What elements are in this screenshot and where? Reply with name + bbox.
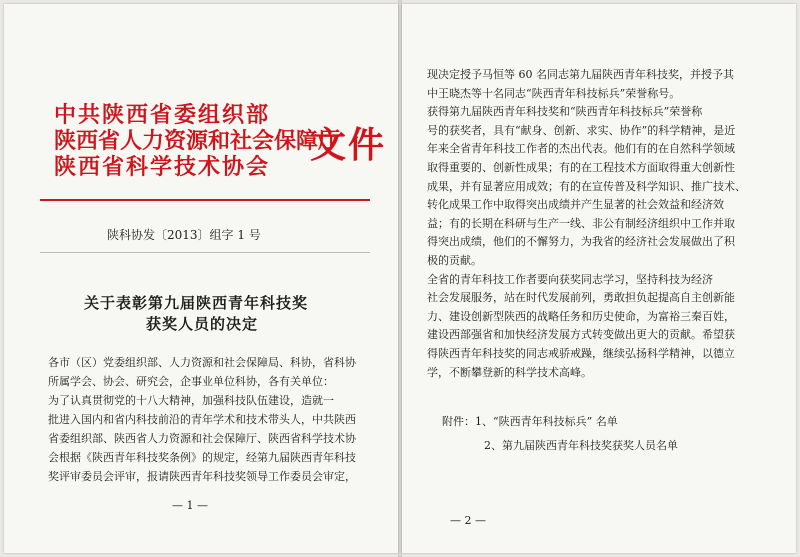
text-line: 益；有的长期在科研与生产一线、非公有制经济组织中工作并取 [427, 216, 735, 230]
text-line: 中王晓杰等十名同志“陕西青年科技标兵”荣誉称号。 [427, 86, 681, 100]
attachment-line-2: 2、第九届陕西青年科技奖获奖人员名单 [484, 439, 678, 452]
issuer-line-1: 中共陕西省委组织部 [54, 102, 271, 128]
body-text [427, 66, 746, 382]
text-line: 获得第九届陕西青年科技奖和“陕西青年科技标兵”荣誉称 [427, 105, 703, 119]
text-line: 年来全省青年科技工作者的杰出代表。他们有的在自然科学领域 [427, 142, 735, 156]
text-line: 学，不断攀登新的科学技术高峰。 [427, 365, 592, 379]
text-line: 取得重要的、创新性成果；有的在工程技术方面取得重大创新性 [427, 160, 735, 174]
text-line: 所属学会、协会、研究会，企事业单位科协，各有关单位： [48, 375, 334, 388]
text-line: 为了认真贯彻党的十八大精神，加强科技队伍建设，造就一 [48, 394, 334, 407]
text-line: 建设西部强省和加快经济发展方式转变做出更大的贡献。希望获 [427, 328, 735, 342]
page-2 [402, 4, 796, 553]
text-line: 奖评审委员会评审，报请陕西青年科技奖领导工作委员会审定， [48, 470, 356, 483]
issuer-line-3: 陕西省科学技术协会 [54, 154, 271, 180]
body-text [48, 353, 356, 486]
text-line: 社会发展服务，站在时代发展前列，勇敢担负起提高自主创新能 [427, 291, 735, 305]
text-line: 各市（区）党委组织部、人力资源和社会保障局、科协，省科协 [48, 356, 356, 369]
document-type-label: 文件 [310, 124, 387, 166]
red-header-divider [40, 199, 370, 201]
text-line: 全省的青年科技工作者要向获奖同志学习，坚持科技为经济 [427, 272, 713, 286]
text-line: 批进入国内和省内科技前沿的青年学术和技术带头人，中共陕西 [48, 413, 356, 426]
document-title-line-2: 获奖人员的决定 [146, 315, 259, 333]
document-title-line-1: 关于表彰第九届陕西青年科技奖 [84, 294, 309, 312]
text-line: 力、建设创新型陕西的战略任务和历史使命，为富裕三秦百姓， [427, 309, 735, 323]
issuer-line-2: 陕西省人力资源和社会保障厅 [54, 128, 341, 154]
text-line: 会根据《陕西青年科技奖条例》的规定，经第九届陕西青年科技 [48, 451, 356, 464]
attachment-line-1: 附件：1、“陕西青年科技标兵” 名单 [442, 415, 618, 428]
page-1 [4, 4, 398, 553]
text-line: 号的获奖者，具有“献身、创新、求实、协作”的科学精神，是近 [427, 123, 736, 137]
text-line: 得陕西青年科技奖的同志戒骄戒躁，继续弘扬科学精神，以德立 [427, 346, 735, 360]
document-number: 陕科协发〔2013〕组字 1 号 [107, 228, 261, 242]
text-line: 极的贡献。 [427, 253, 482, 267]
text-line: 省委组织部、陕西省人力资源和社会保障厅、陕西省科学技术协 [48, 432, 356, 445]
divider [40, 252, 370, 253]
text-line: 现决定授予马恒等 60 名同志第九届陕西青年科技奖，并授予其 [427, 68, 734, 81]
page-number: — 2 — [450, 514, 486, 527]
text-line: 成果，并有显著应用成效；有的在宣传普及科学知识、推广技术、 [427, 179, 746, 193]
text-line: 得突出成绩，他们的不懈努力，为我省的经济社会发展做出了积 [427, 235, 735, 249]
page-number: — 1 — [172, 499, 208, 512]
text-line: 转化成果工作中取得突出成绩并产生显著的社会效益和经济效 [427, 198, 724, 212]
